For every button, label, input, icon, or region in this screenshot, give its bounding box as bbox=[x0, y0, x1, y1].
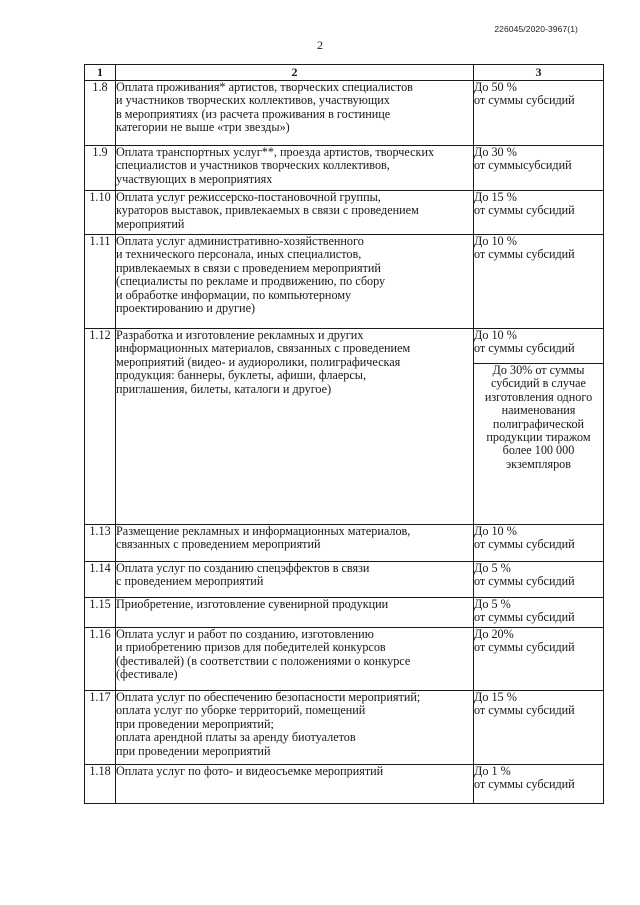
row-number: 1.9 bbox=[85, 146, 116, 191]
row-amount: До 10 % от суммы субсидий bbox=[474, 235, 604, 329]
table-row bbox=[85, 628, 604, 691]
row-number: 1.8 bbox=[85, 81, 116, 146]
row-description: Оплата услуг по фото- и видеосъемке мероприятий bbox=[116, 765, 474, 804]
row-number: 1.18 bbox=[85, 765, 116, 804]
row-description: Оплата проживания* артистов, творческих специалистов и участников творческих коллективов, участвующих в мероприятиях (из расчета проживания в гостинице категории не выше «три звезды») bbox=[116, 81, 474, 146]
row-amount: До 10 % от суммы субсидий bbox=[474, 525, 604, 562]
row-description: Оплата услуг по созданию спецэффектов в связи с проведением мероприятий bbox=[116, 562, 474, 598]
row-number: 1.13 bbox=[85, 525, 116, 562]
row-amount: До 10 % от суммы субсидий bbox=[474, 329, 604, 364]
row-description: Размещение рекламных и информационных материалов, связанных с проведением мероприятий bbox=[116, 525, 474, 562]
row-number: 1.17 bbox=[85, 691, 116, 765]
row-number: 1.12 bbox=[85, 329, 116, 525]
row-amount: До 15 % от суммы субсидий bbox=[474, 191, 604, 235]
page-number: 2 bbox=[317, 38, 323, 52]
table-header-row bbox=[85, 65, 604, 81]
row-amount: До 1 % от суммы субсидий bbox=[474, 765, 604, 804]
row-description: Оплата транспортных услуг**, проезда артистов, творческих специалистов и участников творческих коллективов, участвующих в мероприятиях bbox=[116, 146, 474, 191]
row-number: 1.14 bbox=[85, 562, 116, 598]
row-amount: До 5 % от суммы субсидий bbox=[474, 562, 604, 598]
document-registration-code: 226045/2020-3967(1) bbox=[494, 24, 578, 34]
column-header: 3 bbox=[474, 65, 604, 81]
row-amount-extra: До 30% от суммы субсидий в случае изготовления одного наименования полиграфической продукции тиражом более 100 000 экземпляров bbox=[474, 364, 604, 525]
row-description: Разработка и изготовление рекламных и других информационных материалов, связанных с проведением мероприятий (видео- и аудиоролики, полиграфическая продукция: баннеры, буклеты, афиши, флаерсы, приглашения, билеты, каталоги и другое) bbox=[116, 329, 474, 525]
row-number: 1.15 bbox=[85, 598, 116, 628]
column-header: 1 bbox=[85, 65, 116, 81]
table-row bbox=[85, 598, 604, 628]
table-row bbox=[85, 81, 604, 146]
table-row bbox=[85, 765, 604, 804]
row-description: Приобретение, изготовление сувенирной продукции bbox=[116, 598, 474, 628]
table-row bbox=[85, 329, 604, 364]
row-description: Оплата услуг режиссерско-постановочной группы, кураторов выставок, привлекаемых в связи с проведением мероприятий bbox=[116, 191, 474, 235]
table-row bbox=[85, 525, 604, 562]
row-description: Оплата услуг административно-хозяйственного и технического персонала, иных специалистов, привлекаемых в связи с проведением мероприятий (специалисты по рекламе и продвижению, по сбору и обработке информации, по компьютерному проектированию и другие) bbox=[116, 235, 474, 329]
row-amount: До 15 % от суммы субсидий bbox=[474, 691, 604, 765]
table-row bbox=[85, 146, 604, 191]
row-amount: До 5 % от суммы субсидий bbox=[474, 598, 604, 628]
row-description: Оплата услуг по обеспечению безопасности мероприятий; оплата услуг по уборке территорий, помещений при проведении мероприятий; оплата арендной платы за аренду биотуалетов при проведении мероприятий bbox=[116, 691, 474, 765]
row-amount: До 20% от суммы субсидий bbox=[474, 628, 604, 691]
table-row bbox=[85, 562, 604, 598]
table-row bbox=[85, 691, 604, 765]
column-header: 2 bbox=[116, 65, 474, 81]
row-number: 1.16 bbox=[85, 628, 116, 691]
row-number: 1.11 bbox=[85, 235, 116, 329]
row-number: 1.10 bbox=[85, 191, 116, 235]
row-description: Оплата услуг и работ по созданию, изготовлению и приобретению призов для победителей конкурсов (фестивалей) (в соответствии с положениями о конкурсе (фестивале) bbox=[116, 628, 474, 691]
subsidy-expenses-table bbox=[84, 64, 604, 804]
row-amount: До 50 % от суммы субсидий bbox=[474, 81, 604, 146]
table-row bbox=[85, 235, 604, 329]
table-row bbox=[85, 191, 604, 235]
row-amount: До 30 % от суммысубсидий bbox=[474, 146, 604, 191]
